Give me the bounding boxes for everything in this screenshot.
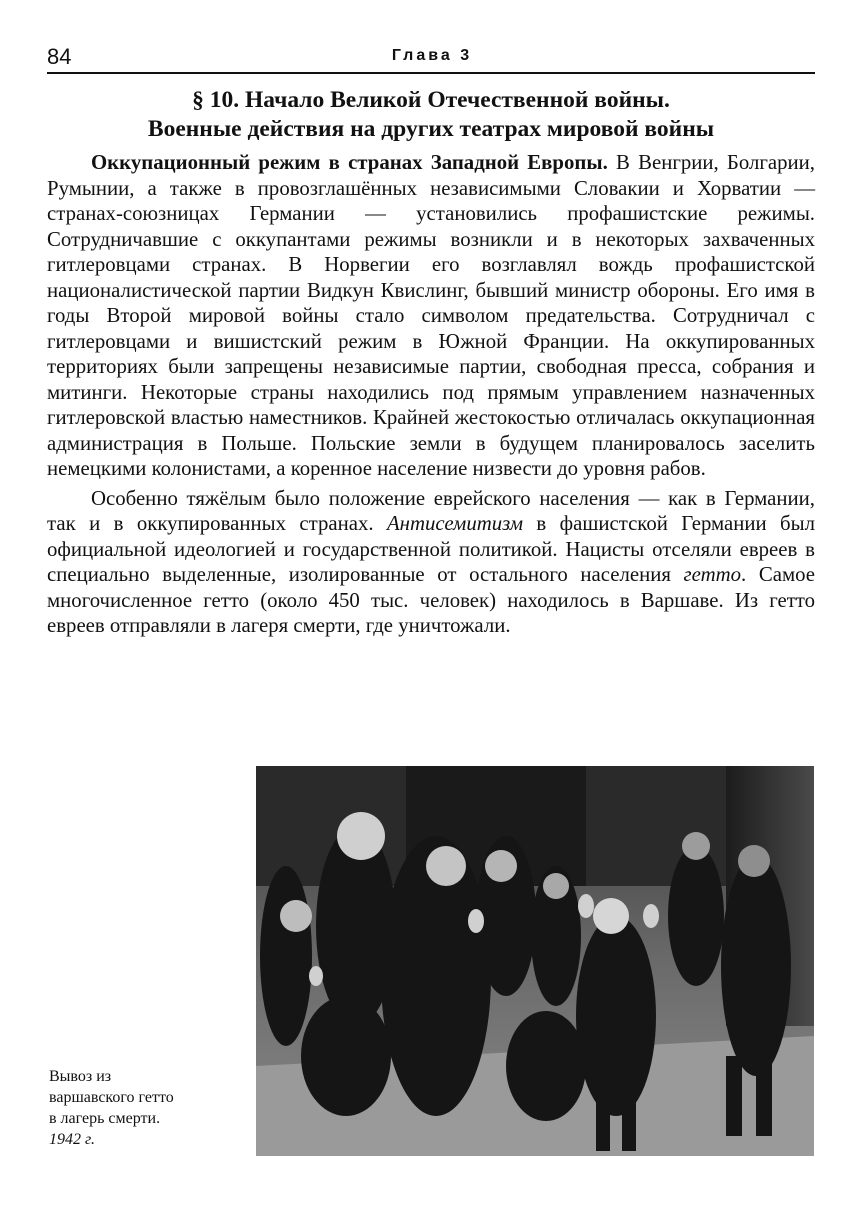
paragraph-text: В Венгрии, Болгарии, Румынии, а также в провозглашённых независимыми Словакии и Хорватии — странах-союзницах Германии — установились профашистские режимы. Сотрудничавшие с оккупантами режимы возникли и в некоторых захваченных гитлеровцами странах. В Норвегии его возглавлял вождь профашистской националистической партии Видкун Квислинг, бывший министр обороны. Его имя в годы Второй мировой войны стало символом предательства. Сотрудничал с гитлеровцами и вишистский режим в Южной Франции. На оккупированных территориях были запрещены независимые партии, свободная пресса, собрания и митинги. Некоторые страны находились под прямым управлением назначенных гитлеровской властью наместников. Крайней жестокостью отличалась оккупационная администрация в Польше. Польские земли в будущем планировалось заселить немецкими колонистами, а коренное население низвести до уровня рабов. bbox=[47, 151, 815, 480]
section-title-line1: § 10. Начало Великой Отечественной войны. bbox=[192, 87, 670, 113]
section-title-line2: Военные действия на других театрах мировой войны bbox=[147, 116, 715, 142]
caption-line1: Вывоз из bbox=[49, 1068, 112, 1085]
page-number: 84 bbox=[47, 44, 72, 69]
caption-year: 1942 г. bbox=[49, 1131, 96, 1148]
paragraph-text-part1: Особенно тяжёлым было положение еврейского населения — как в Германии, так и в оккупированных странах. bbox=[47, 486, 815, 535]
paragraph-occupation bbox=[47, 150, 815, 482]
chapter-heading: Глава 3 bbox=[391, 47, 473, 64]
paragraph-lead: Оккупационный режим в странах Западной Европы. bbox=[91, 151, 608, 174]
ghetto-photograph bbox=[256, 766, 814, 1156]
caption-line2: варшавского гетто bbox=[49, 1089, 174, 1106]
body-text bbox=[47, 150, 815, 639]
caption-line3: в лагерь смерти. bbox=[49, 1110, 161, 1127]
paragraph-jewish-population bbox=[47, 486, 815, 639]
paragraph-text-part3: . Самое многочисленное гетто (около 450 тыс. человек) находилось в Варшаве. Из гетто евреев отправляли в лагеря смерти, где уничтожали. bbox=[47, 563, 816, 637]
term-antisemitism: Антисемитизм bbox=[386, 512, 524, 535]
section-title bbox=[47, 86, 815, 144]
term-ghetto: гетто bbox=[683, 563, 742, 586]
paragraph-text-part2: в фашистской Германии был официальной идеологией и государственной политикой. Нацисты отселяли евреев в специально выделенные, изолированные от остального населения bbox=[47, 512, 815, 586]
photo-caption bbox=[49, 1066, 249, 1150]
header-rule bbox=[47, 72, 815, 74]
